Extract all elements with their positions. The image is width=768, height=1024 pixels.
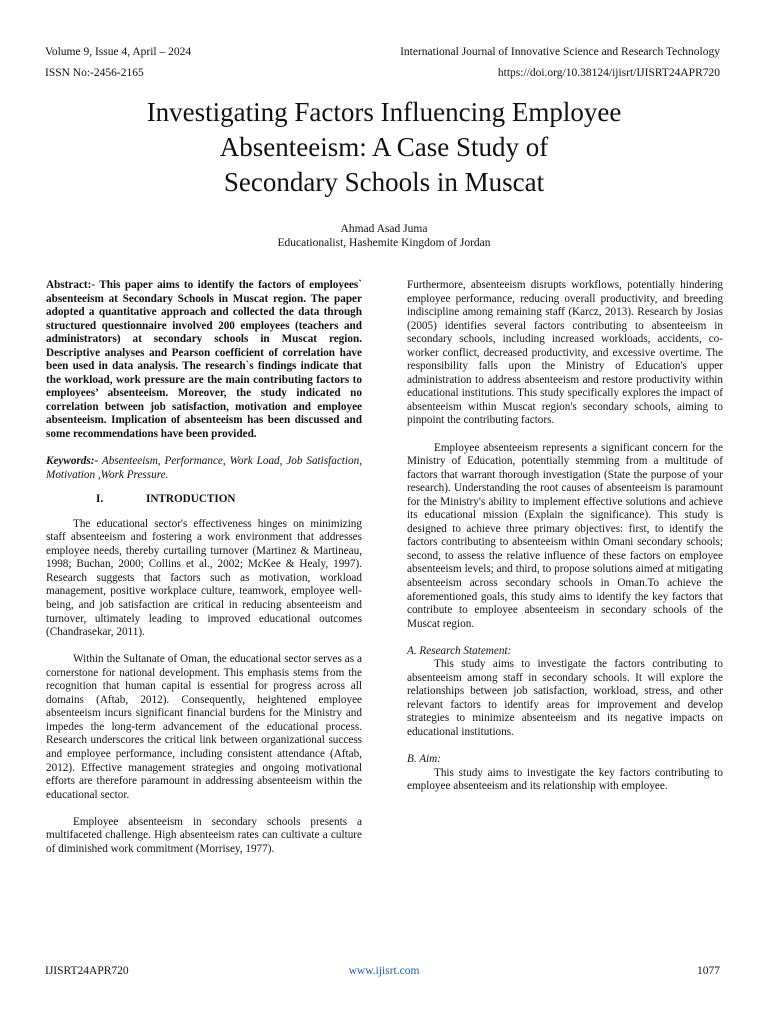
section-title: INTRODUCTION: [146, 493, 236, 506]
section-heading-introduction: [46, 493, 362, 507]
paragraph: Within the Sultanate of Oman, the educational sector serves as a cornerstone for national development. This emphasis stems from the recognition that human capital is essential for progress across all domains (Aftab, 2012). Consequently, heightened employee absenteeism incurs significant financial burdens for the Ministry and impedes the long-term advancement of the educational process. Research underscores the critical link between organizational success and employee performance, including consistent attendance (Aftab, 2012). Effective management strategies and ongoing motivational efforts are therefore paramount in addressing absenteeism within the educational sector.: [46, 653, 362, 801]
author-affiliation: Educationalist, Hashemite Kingdom of Jordan: [277, 237, 491, 249]
paragraph: Employee absenteeism in secondary schools presents a multifaceted challenge. High absenteeism rates can cultivate a culture of diminished work commitment (Morrisey, 1977).: [46, 815, 362, 855]
subsection-heading-research-statement: A. Research Statement:: [407, 644, 512, 657]
title-line-2: Absenteeism: A Case Study of: [219, 132, 549, 162]
paper-title: [60, 95, 708, 200]
left-column: [46, 279, 362, 856]
journal-name: International Journal of Innovative Science and Research Technology: [400, 46, 720, 58]
footer-paper-code: IJISRT24APR720: [45, 965, 129, 977]
aim-text: This study aims to investigate the key factors contributing to employee absenteeism and its relationship with employee.: [407, 766, 723, 793]
keywords-text: Absenteeism, Performance, Work Load, Job Satisfaction, Motivation ,Work Pressure.: [46, 455, 362, 481]
subsection-heading-aim: B. Aim:: [407, 753, 441, 765]
title-line-3: Secondary Schools in Muscat: [223, 167, 545, 197]
page-number: 1077: [697, 965, 720, 977]
keywords-label: Keywords:-: [46, 455, 99, 468]
paragraph: Furthermore, absenteeism disrupts workflows, potentially hindering employee performance, reducing overall productivity, and breeding indiscipline among remaining staff (Karcz, 2013). Research by Josias (2005) identifies several factors contributing to absenteeism in secondary schools, including increased workloads, accidents, co-worker conflict, decreased productivity, and excessive overtime. The responsibility falls upon the Ministry of Education's upper administration to address absenteeism and restore productivity within educational institutions. This study specifically explores the impact of absenteeism within Muscat region's secondary schools, aiming to pinpoint the contributing factors.: [407, 279, 723, 427]
author-name: Ahmad Asad Juma: [340, 223, 428, 235]
research-statement-text: This study aims to investigate the factors contributing to absenteeism among staff in secondary schools. It will explore the relationships between job satisfaction, workload, stress, and other relevant factors to identify areas for improvement and develop strategies to minimize absenteeism and its negative impacts on educational institutions.: [407, 658, 723, 738]
journal-volume: Volume 9, Issue 4, April – 2024: [45, 46, 192, 58]
abstract: Abstract:- This paper aims to identify the factors of employees` absenteeism at Secondary Schools in Muscat region. The paper adopted a quantitative approach and collected the data through structured questionnaire involved 200 employees (teachers and administrators) at secondary schools in Muscat region. Descriptive analyses and Pearson coefficient of correlation have been used in data analysis. The research`s findings indicate that the workload, work pressure are the main contributing factors to employees’ absenteeism. Moreover, the study indicated no correlation between job satisfaction, motivation and employee absenteeism. Implication of absenteeism has been discussed and some recommendations have been provided.: [46, 279, 362, 441]
section-number: I.: [96, 493, 104, 506]
title-line-1: Investigating Factors Influencing Employee: [146, 97, 622, 127]
doi-link[interactable]: https://doi.org/10.38124/ijisrt/IJISRT24APR720: [497, 67, 720, 79]
paragraph: Employee absenteeism represents a significant concern for the Ministry of Education, potentially stemming from a multitude of factors that warrant thorough investigation (State the purpose of your research). Understanding the root causes of absenteeism is paramount for the Ministry's ability to implement effective solutions and achieve its educational mission (Explain the significance). This study is designed to achieve three primary objectives: first, to identify the factors contributing to absenteeism within Omani secondary schools; second, to assess the relative influence of these factors on employee absenteeism levels; and third, to propose solutions aimed at mitigating absenteeism across secondary schools in Oman.To achieve the aforementioned goals, this study aims to identify the key factors that contribute to employee absenteeism in secondary schools of the Muscat region.: [407, 441, 723, 630]
footer-website-link[interactable]: www.ijisrt.com: [348, 965, 420, 977]
keywords: [46, 455, 362, 482]
right-column: [407, 279, 723, 794]
issn: ISSN No:-2456-2165: [45, 67, 144, 79]
paragraph: The educational sector's effectiveness hinges on minimizing staff absenteeism and fostering a work environment that addresses employee needs, thereby curtailing turnover (Martinez & Martineau, 1998; Buchan, 2000; Collins et al., 2002; McKee & Healy, 1997). Research suggests that factors such as motivation, workload management, positive workplace culture, teamwork, employee well-being, and job satisfaction are critical in reducing absenteeism and turnover, ultimately leading to improved educational outcomes (Chandrasekar, 2011).: [46, 517, 362, 639]
